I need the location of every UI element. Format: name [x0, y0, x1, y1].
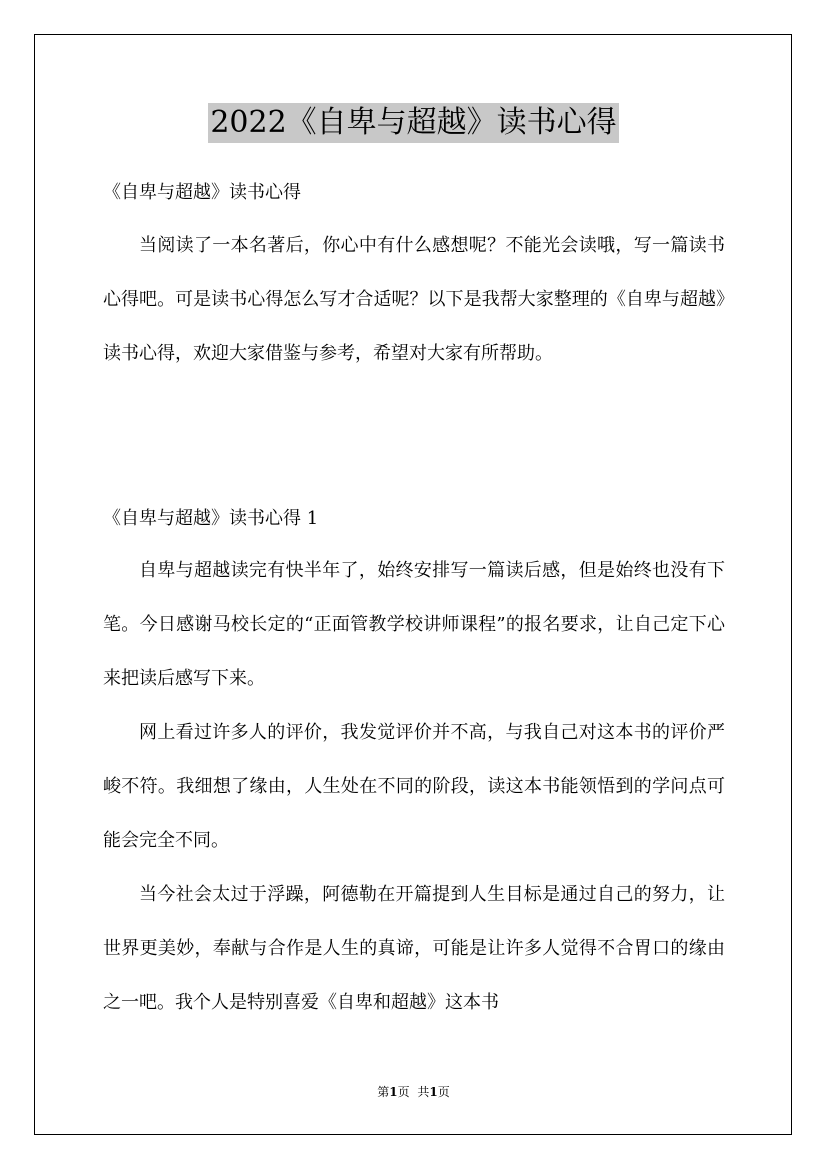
- section1-heading: 《自卑与超越》读书心得 1: [103, 508, 319, 529]
- page-suffix: 页: [397, 1085, 410, 1099]
- section1-body: [103, 544, 725, 1030]
- intro-paragraph: 当阅读了一本名著后，你心中有什么感想呢？不能光会读哦，写一篇读书心得吧。可是读书心得怎么写才合适呢？以下是我帮大家整理的《自卑与超越》读书心得，欢迎大家借鉴与参考，希望对大家有所帮助。: [103, 235, 725, 364]
- page-prefix: 第: [377, 1085, 390, 1099]
- document-title: 2022《自卑与超越》读书心得: [208, 103, 618, 143]
- total-suffix: 页: [437, 1085, 450, 1099]
- page-footer: [0, 1083, 827, 1100]
- section1-paragraph-3: 当今社会太过于浮躁，阿德勒在开篇提到人生目标是通过自己的努力，让世界更美妙，奉献与合作是人生的真谛，可能是让许多人觉得不合胃口的缘由之一吧。我个人是特别喜爱《自卑和超越》这本书: [103, 884, 725, 1013]
- intro-body: [103, 219, 725, 381]
- total-pages: 1: [429, 1085, 438, 1099]
- page-number: 1: [389, 1085, 398, 1099]
- section1-paragraph-2: 网上看过许多人的评价，我发觉评价并不高，与我自己对这本书的评价严峻不符。我细想了缘由，人生处在不同的阶段，读这本书能领悟到的学问点可能会完全不同。: [103, 722, 725, 851]
- document-title-wrapper: [0, 103, 827, 143]
- total-prefix: 共: [417, 1085, 430, 1099]
- intro-heading: 《自卑与超越》读书心得: [103, 182, 301, 203]
- section1-paragraph-1: 自卑与超越读完有快半年了，始终安排写一篇读后感，但是始终也没有下笔。今日感谢马校长定的“正面管教学校讲师课程”的报名要求，让自己定下心来把读后感写下来。: [103, 560, 725, 689]
